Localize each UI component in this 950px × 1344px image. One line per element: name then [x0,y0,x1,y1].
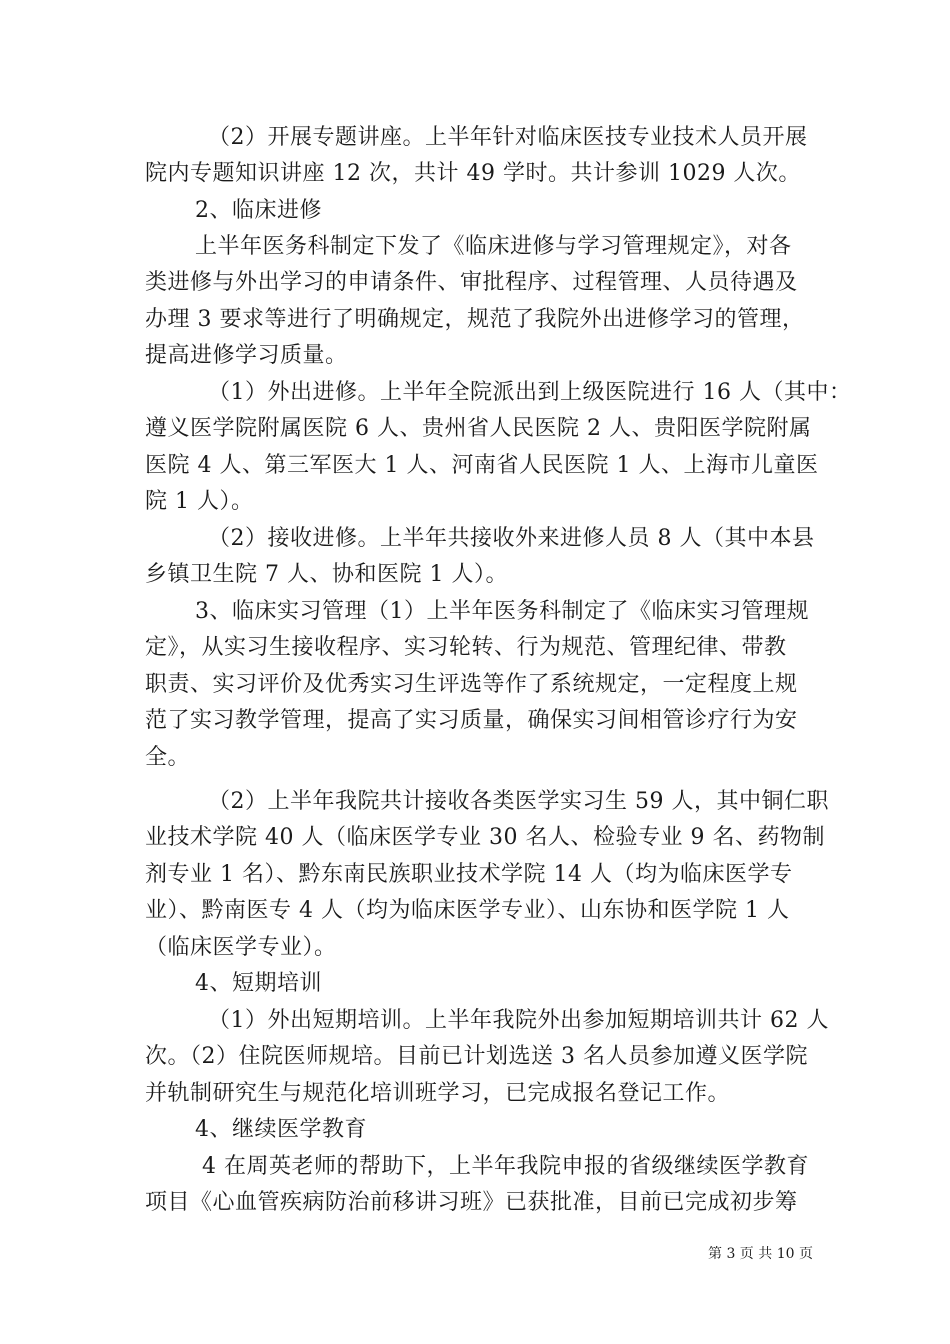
text-line: 定》，从实习生接收程序、实习轮转、行为规范、管理纪律、带教 [145,635,787,660]
text-line: 提高进修学习质量。 [145,343,348,368]
text-line: 院内专题知识讲座 12 次，共计 49 学时。共计参训 1029 人次。 [145,161,801,186]
section-heading: 3、临床实习管理（1）上半年医务科制定了《临床实习管理规 [195,599,809,624]
text-line: （2）接收进修。上半年共接收外来进修人员 8 人（其中本县 [208,526,815,551]
text-line: （临床医学专业）。 [145,935,337,960]
text-line: 并轨制研究生与规范化培训班学习，已完成报名登记工作。 [145,1081,731,1106]
text-line: 业）、黔南医专 4 人（均为临床医学专业）、山东协和医学院 1 人 [145,898,790,923]
text-line: 上半年医务科制定下发了《临床进修与学习管理规定》，对各 [195,234,792,259]
section-heading: 4、短期培训 [195,971,322,996]
text-line: 办理 3 要求等进行了明确规定，规范了我院外出进修学习的管理， [145,307,805,332]
text-line: 次。（2）住院医师规培。目前已计划选送 3 名人员参加遵义医学院 [145,1044,808,1069]
text-line: 项目《心血管疾病防治前移讲习班》已获批准，目前已完成初步筹 [145,1190,798,1215]
section-heading: 4、继续医学教育 [195,1117,367,1142]
text-line: （2）开展专题讲座。上半年针对临床医技专业技术人员开展 [208,125,808,150]
section-heading: 2、临床进修 [195,198,322,223]
text-line: 遵义医学院附属医院 6 人、贵州省人民医院 2 人、贵阳医学院附属 [145,416,812,441]
text-line: （2）上半年我院共计接收各类医学实习生 59 人，其中铜仁职 [208,789,829,814]
text-line: 剂专业 1 名）、黔东南民族职业技术学院 14 人（均为临床医学专 [145,862,793,887]
text-line: 乡镇卫生院 7 人、协和医院 1 人）。 [145,562,508,587]
text-line: 医院 4 人、第三军医大 1 人、河南省人民医院 1 人、上海市儿童医 [145,453,819,478]
text-line: （1）外出进修。上半年全院派出到上级医院进行 16 人（其中： [208,380,852,405]
text-line: 范了实习教学管理，提高了实习质量，确保实习间相管诊疗行为安 [145,708,798,733]
text-line: 4 在周英老师的帮助下，上半年我院申报的省级继续医学教育 [202,1154,809,1179]
page-number: 第 3 页 共 10 页 [708,1246,813,1262]
text-line: 全。 [145,745,191,770]
text-line: 业技术学院 40 人（临床医学专业 30 名人、检验专业 9 名、药物制 [145,825,825,850]
text-line: 院 1 人）。 [145,489,254,514]
text-line: （1）外出短期培训。上半年我院外出参加短期培训共计 62 人 [208,1008,829,1033]
text-line: 职责、实习评价及优秀实习生评选等作了系统规定，一定程度上规 [145,672,798,697]
text-line: 类进修与外出学习的申请条件、审批程序、过程管理、人员待遇及 [145,270,798,295]
